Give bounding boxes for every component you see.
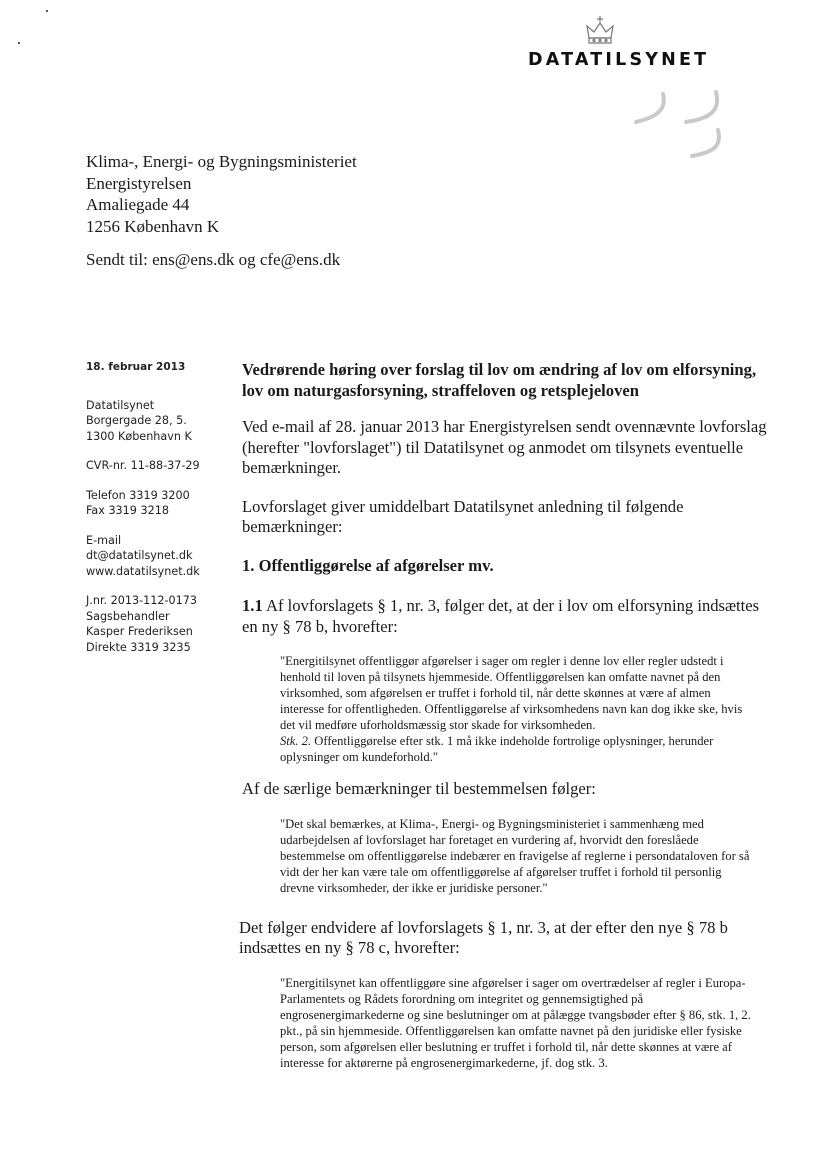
phone-block	[86, 488, 231, 519]
handler-name: Kasper Frederiksen	[86, 625, 193, 638]
recipient-line: Amaliegade 44	[86, 195, 190, 214]
sender-sidebar	[86, 360, 231, 655]
city: 1300 København K	[86, 429, 192, 443]
handler-label: Sagsbehandler	[86, 609, 170, 623]
stk-label: Stk. 2.	[280, 734, 312, 748]
logo-wordmark: DATATILSYNET	[528, 50, 710, 70]
paragraph: Af de særlige bemærkninger til bestemmelsen følger:	[242, 779, 596, 798]
direct-phone: Direkte 3319 3235	[86, 640, 191, 654]
block-quote	[280, 653, 756, 765]
letter-body	[239, 360, 767, 1071]
handwritten-mark	[628, 86, 738, 166]
fax: Fax 3319 3218	[86, 504, 169, 517]
email-label: E-mail	[86, 533, 122, 547]
paragraph: Det følger endvidere af lovforslagets § 1, nr. 3, at der efter den nye § 78 b indsættes en ny § 78 c, hvorefter:	[239, 917, 728, 957]
letter-heading: Vedrørende høring over forslag til lov om ændring af lov om elforsyning, lov om naturgasforsyning, straffeloven og retsplejeloven	[242, 360, 757, 400]
scan-speck	[18, 42, 20, 44]
recipient-line: 1256 København K	[86, 216, 220, 236]
paragraph	[242, 596, 767, 637]
website: www.datatilsynet.dk	[86, 564, 200, 578]
paragraph-text: Af lovforslagets § 1, nr. 3, følger det, at der i lov om elforsyning indsættes en ny § 78 b, hvorefter:	[242, 596, 760, 636]
letter-date: 18. februar 2013	[86, 361, 186, 373]
recipient-line: Energistyrelsen	[86, 173, 192, 193]
org-name: Datatilsynet	[86, 398, 155, 412]
block-quote: "Det skal bemærkes, at Klima-, Energi- og Bygningsministeriet i sammenhæng med udarbejdelsen af lovforslaget har foretaget en vurdering af, hvorvidt den foreslåede bestemmelse om offentliggørelse indebærer en fravigelse af reglerne i persondataloven for så vidt der her kan være tale om offentliggørelse af afgørelser truffet i forhold til personlig drevne virksomheder, der ikke er juridiske personer."	[280, 816, 750, 895]
block-quote: "Energitilsynet kan offentliggøre sine afgørelser i sager om overtrædelser af regler i Europa-Parlamentets og Rådets forordning om integritet og gennemsigtighed på engrosenergimarkederne og sine beslutninger om at pålægge tvangsbøder efter § 86, stk. 1, 2. pkt., på sin hjemmeside. Offentliggørelsen kan omfatte navnet på den juridiske eller fysiske person, som afgørelsen eller beslutning er truffet i forhold til, når dette skønnes at være af interesse for aktørerne på engrosenergimarkederne, jf. dog stk. 3.	[280, 975, 751, 1070]
contact-block	[86, 533, 231, 580]
recipient-line: Klima-, Energi- og Bygningsministeriet	[86, 152, 357, 171]
street: Borgergade 28, 5.	[86, 414, 187, 427]
quote-text: Offentliggørelse efter stk. 1 må ikke indeholde fortrolige oplysninger, herunder oplysninger om kundeforhold."	[280, 734, 714, 764]
cvr-number: CVR-nr. 11-88-37-29	[86, 459, 200, 472]
sent-to-line: Sendt til: ens@ens.dk og cfe@ens.dk	[86, 250, 341, 269]
sender-address	[86, 398, 231, 445]
paragraph: Lovforslaget giver umiddelbart Datatilsynet anledning til følgende bemærkninger:	[242, 496, 684, 536]
section-heading: 1. Offentliggørelse af afgørelser mv.	[242, 555, 494, 575]
recipient-address	[86, 151, 357, 237]
phone: Telefon 3319 3200	[86, 488, 190, 502]
scan-speck	[46, 10, 48, 12]
subsection-number: 1.1	[242, 596, 263, 615]
email-address: dt@datatilsynet.dk	[86, 549, 193, 562]
crown-icon	[584, 14, 616, 48]
paragraph: Ved e-mail af 28. januar 2013 har Energistyrelsen sendt ovennævnte lovforslag (herefter "lovforslaget") til Datatilsynet og anmodet om tilsynets eventuelle bemærkninger.	[242, 417, 767, 477]
journal-number: J.nr. 2013-112-0173	[86, 594, 197, 607]
case-block	[86, 593, 231, 655]
quote-text: "Energitilsynet offentliggør afgørelser i sager om regler i denne lov eller regler udstedt i henhold til loven på tilsynets hjemmeside. Offentliggørelsen kan omfatte navnet på den virksomhed, som afgørelsen er truffet i forhold til, når dette skønnes at være af almen interesse for offentligheden. Offentliggørelse af virksomhedens navn kan dog ikke ske, hvis det vil medføre uforholdsmæssig stor skade for virksomheden.	[280, 654, 743, 732]
